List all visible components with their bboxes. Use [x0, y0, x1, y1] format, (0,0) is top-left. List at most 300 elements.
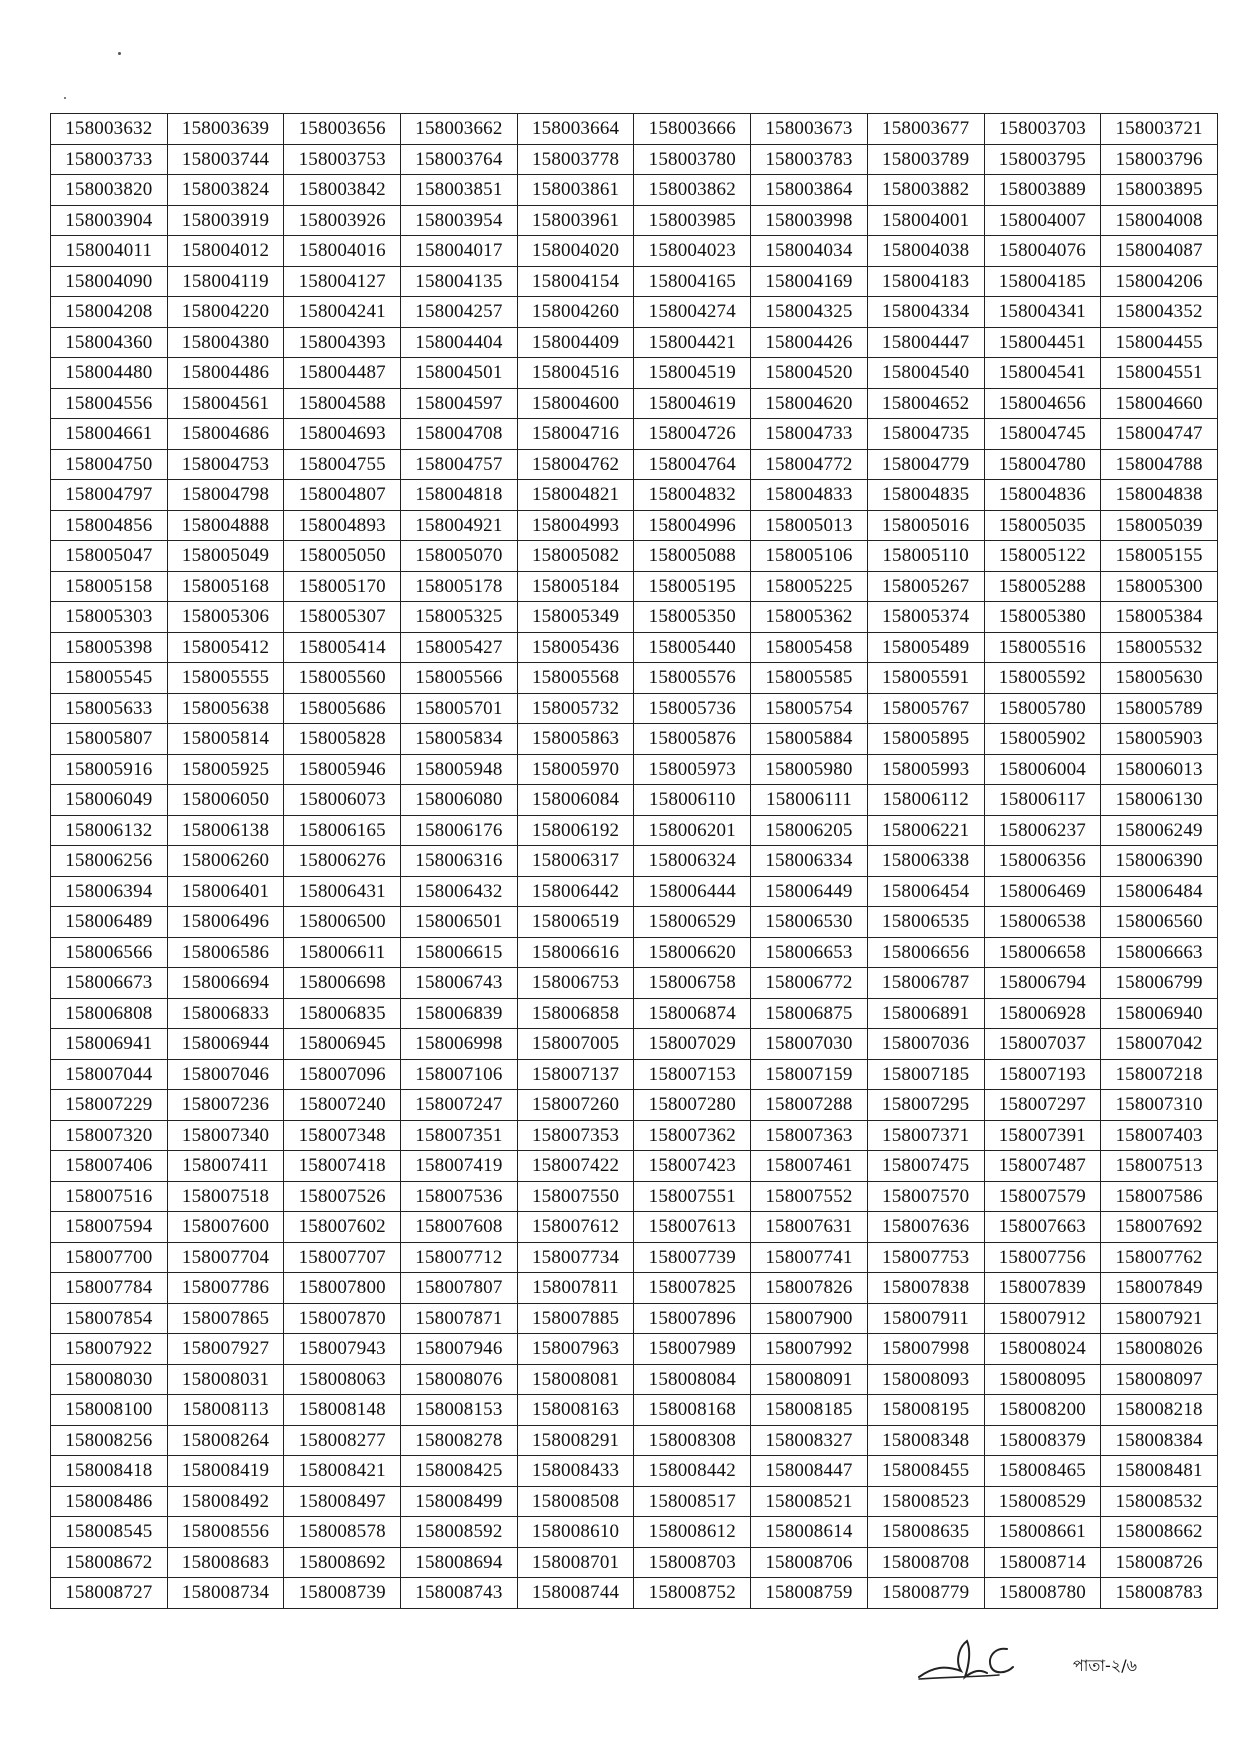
table-row: [51, 327, 1218, 358]
roll-number-cell: 158007911: [867, 1303, 984, 1334]
roll-number-cell: 158008200: [984, 1395, 1101, 1426]
roll-number-cell: 158005630: [1101, 663, 1218, 694]
roll-number-cell: 158008662: [1101, 1517, 1218, 1548]
roll-number-cell: 158007185: [867, 1059, 984, 1090]
roll-number-cell: 158005049: [167, 541, 284, 572]
roll-number-cell: 158005863: [517, 724, 634, 755]
roll-number-cell: 158005168: [167, 571, 284, 602]
roll-number-cell: 158006132: [51, 815, 168, 846]
roll-number-cell: 158005225: [751, 571, 868, 602]
roll-number-cell: 158004520: [751, 358, 868, 389]
roll-number-cell: 158006013: [1101, 754, 1218, 785]
roll-number-cell: 158005178: [401, 571, 518, 602]
roll-number-cell: 158004818: [401, 480, 518, 511]
roll-number-cell: 158007236: [167, 1090, 284, 1121]
scan-speck: [64, 97, 66, 99]
roll-number-cell: 158004501: [401, 358, 518, 389]
roll-number-cell: 158007229: [51, 1090, 168, 1121]
roll-number-cell: 158003889: [984, 175, 1101, 206]
roll-number-cell: 158007423: [634, 1151, 751, 1182]
table-row: [51, 175, 1218, 206]
roll-number-cell: 158003778: [517, 144, 634, 175]
roll-number-cell: 158007240: [284, 1090, 401, 1121]
roll-number-cell: 158008455: [867, 1456, 984, 1487]
roll-number-cell: 158008612: [634, 1517, 751, 1548]
roll-number-cell: 158004733: [751, 419, 868, 450]
roll-number-cell: 158003851: [401, 175, 518, 206]
roll-number-cell: 158007594: [51, 1212, 168, 1243]
roll-number-cell: 158006560: [1101, 907, 1218, 938]
roll-number-cell: 158004753: [167, 449, 284, 480]
roll-number-cell: 158008532: [1101, 1486, 1218, 1517]
roll-number-cell: 158007295: [867, 1090, 984, 1121]
roll-number-cell: 158004708: [401, 419, 518, 450]
roll-number-cell: 158006317: [517, 846, 634, 877]
roll-number-cell: 158008148: [284, 1395, 401, 1426]
roll-number-cell: 158006799: [1101, 968, 1218, 999]
roll-number-cell: 158004893: [284, 510, 401, 541]
roll-number-cell: 158008433: [517, 1456, 634, 1487]
roll-number-cell: 158006454: [867, 876, 984, 907]
roll-number-cell: 158005039: [1101, 510, 1218, 541]
roll-number-cell: 158007348: [284, 1120, 401, 1151]
roll-number-cell: 158008095: [984, 1364, 1101, 1395]
roll-number-cell: 158005568: [517, 663, 634, 694]
roll-number-cell: 158003861: [517, 175, 634, 206]
roll-number-cell: 158004597: [401, 388, 518, 419]
roll-number-cell: 158004764: [634, 449, 751, 480]
roll-number-cell: 158007310: [1101, 1090, 1218, 1121]
roll-number-cell: 158006663: [1101, 937, 1218, 968]
roll-number-cell: 158004486: [167, 358, 284, 389]
roll-number-cell: 158004996: [634, 510, 751, 541]
roll-number-cell: 158005088: [634, 541, 751, 572]
table-row: [51, 1212, 1218, 1243]
roll-number-cell: 158003780: [634, 144, 751, 175]
page-number: পাতা-২/৬: [1072, 1656, 1137, 1675]
scan-speck: [118, 52, 121, 55]
roll-number-cell: 158005895: [867, 724, 984, 755]
roll-number-cell: 158007753: [867, 1242, 984, 1273]
roll-number-cell: 158005701: [401, 693, 518, 724]
roll-number-cell: 158006432: [401, 876, 518, 907]
roll-number-cell: 158008759: [751, 1578, 868, 1609]
roll-number-cell: 158008348: [867, 1425, 984, 1456]
roll-number-cell: 158005814: [167, 724, 284, 755]
roll-number-cell: 158004551: [1101, 358, 1218, 389]
roll-number-cell: 158004076: [984, 236, 1101, 267]
table-row: [51, 541, 1218, 572]
roll-number-cell: 158008421: [284, 1456, 401, 1487]
roll-number-cell: 158005300: [1101, 571, 1218, 602]
table-row: [51, 754, 1218, 785]
roll-number-cell: 158008714: [984, 1547, 1101, 1578]
roll-number-cell: 158005288: [984, 571, 1101, 602]
roll-number-cell: 158004426: [751, 327, 868, 358]
roll-number-cell: 158007193: [984, 1059, 1101, 1090]
roll-number-cell: 158008545: [51, 1517, 168, 1548]
roll-number-cell: 158008308: [634, 1425, 751, 1456]
roll-number-cell: 158007570: [867, 1181, 984, 1212]
roll-number-cell: 158007247: [401, 1090, 518, 1121]
roll-number-cell: 158005828: [284, 724, 401, 755]
roll-number-cell: 158008744: [517, 1578, 634, 1609]
roll-number-cell: 158007422: [517, 1151, 634, 1182]
roll-number-cell: 158006586: [167, 937, 284, 968]
roll-number-cell: 158007704: [167, 1242, 284, 1273]
roll-number-cell: 158007992: [751, 1334, 868, 1365]
roll-number-cell: 158003673: [751, 114, 868, 145]
roll-number-cell: 158008592: [401, 1517, 518, 1548]
roll-number-cell: 158007865: [167, 1303, 284, 1334]
roll-number-cell: 158006111: [751, 785, 868, 816]
roll-number-cell: 158008508: [517, 1486, 634, 1517]
roll-number-cell: 158006338: [867, 846, 984, 877]
roll-number-cell: 158007870: [284, 1303, 401, 1334]
roll-number-cell: 158008497: [284, 1486, 401, 1517]
table-row: [51, 1517, 1218, 1548]
roll-number-cell: 158008727: [51, 1578, 168, 1609]
roll-number-cell: 158004455: [1101, 327, 1218, 358]
roll-number-cell: 158004541: [984, 358, 1101, 389]
roll-number-cell: 158007418: [284, 1151, 401, 1182]
roll-number-cell: 158008100: [51, 1395, 168, 1426]
roll-number-cell: 158004325: [751, 297, 868, 328]
roll-number-cell: 158006049: [51, 785, 168, 816]
roll-number-cell: 158006538: [984, 907, 1101, 938]
roll-number-cell: 158004169: [751, 266, 868, 297]
roll-number-cell: 158006772: [751, 968, 868, 999]
roll-number-cell: 158007826: [751, 1273, 868, 1304]
roll-number-cell: 158005050: [284, 541, 401, 572]
roll-number-cell: 158006758: [634, 968, 751, 999]
roll-number-cell: 158008517: [634, 1486, 751, 1517]
roll-number-cell: 158006615: [401, 937, 518, 968]
roll-number-cell: 158004762: [517, 449, 634, 480]
roll-number-cell: 158007608: [401, 1212, 518, 1243]
roll-number-cell: 158007579: [984, 1181, 1101, 1212]
roll-number-cell: 158005184: [517, 571, 634, 602]
roll-number-cell: 158005440: [634, 632, 751, 663]
roll-number-cell: 158004993: [517, 510, 634, 541]
roll-number-cell: 158006998: [401, 1029, 518, 1060]
roll-number-cell: 158008384: [1101, 1425, 1218, 1456]
roll-number-cell: 158004260: [517, 297, 634, 328]
roll-number-cell: 158007030: [751, 1029, 868, 1060]
roll-number-cell: 158003662: [401, 114, 518, 145]
roll-number-cell: 158007871: [401, 1303, 518, 1334]
roll-number-cell: 158003961: [517, 205, 634, 236]
roll-number-cell: 158006237: [984, 815, 1101, 846]
roll-number-cell: 158007550: [517, 1181, 634, 1212]
roll-number-cell: 158004393: [284, 327, 401, 358]
roll-number-cell: 158005592: [984, 663, 1101, 694]
table-row: [51, 297, 1218, 328]
roll-number-cell: 158006165: [284, 815, 401, 846]
roll-number-cell: 158005925: [167, 754, 284, 785]
roll-number-cell: 158006530: [751, 907, 868, 938]
roll-number-cell: 158007029: [634, 1029, 751, 1060]
roll-number-cell: 158004409: [517, 327, 634, 358]
roll-number-cell: 158008026: [1101, 1334, 1218, 1365]
roll-number-cell: 158004017: [401, 236, 518, 267]
roll-number-cell: 158004735: [867, 419, 984, 450]
roll-number-cell: 158008024: [984, 1334, 1101, 1365]
roll-number-cell: 158004660: [1101, 388, 1218, 419]
table-row: [51, 419, 1218, 450]
roll-number-cell: 158005902: [984, 724, 1101, 755]
roll-number-cell: 158004404: [401, 327, 518, 358]
roll-number-cell: 158006673: [51, 968, 168, 999]
table-row: [51, 266, 1218, 297]
roll-number-cell: 158007153: [634, 1059, 751, 1090]
roll-number-cell: 158003985: [634, 205, 751, 236]
roll-number-cell: 158008379: [984, 1425, 1101, 1456]
roll-number-cell: 158006205: [751, 815, 868, 846]
roll-number-cell: 158003639: [167, 114, 284, 145]
roll-number-cell: 158007526: [284, 1181, 401, 1212]
roll-number-cell: 158004023: [634, 236, 751, 267]
roll-number-cell: 158003656: [284, 114, 401, 145]
roll-number-cell: 158006611: [284, 937, 401, 968]
roll-number-cell: 158005555: [167, 663, 284, 694]
roll-number-cell: 158004656: [984, 388, 1101, 419]
roll-number-cell: 158007036: [867, 1029, 984, 1060]
roll-number-cell: 158004020: [517, 236, 634, 267]
roll-number-cell: 158004780: [984, 449, 1101, 480]
roll-number-cell: 158007096: [284, 1059, 401, 1090]
roll-number-cell: 158003733: [51, 144, 168, 175]
roll-number-cell: 158006449: [751, 876, 868, 907]
roll-number-cell: 158004726: [634, 419, 751, 450]
roll-number-cell: 158006050: [167, 785, 284, 816]
roll-number-cell: 158007288: [751, 1090, 868, 1121]
table-row: [51, 480, 1218, 511]
roll-number-cell: 158003998: [751, 205, 868, 236]
roll-number-cell: 158008694: [401, 1547, 518, 1578]
roll-number-cell: 158004757: [401, 449, 518, 480]
roll-number-cell: 158004421: [634, 327, 751, 358]
roll-number-cell: 158005993: [867, 754, 984, 785]
roll-number-cell: 158006334: [751, 846, 868, 877]
roll-number-cell: 158005638: [167, 693, 284, 724]
table-row: [51, 1242, 1218, 1273]
roll-number-cell: 158004341: [984, 297, 1101, 328]
roll-number-cell: 158008701: [517, 1547, 634, 1578]
roll-number-cell: 158007839: [984, 1273, 1101, 1304]
roll-number-cell: 158006698: [284, 968, 401, 999]
roll-number-cell: 158005591: [867, 663, 984, 694]
roll-number-cell: 158003677: [867, 114, 984, 145]
roll-number-cell: 158008661: [984, 1517, 1101, 1548]
roll-number-cell: 158004833: [751, 480, 868, 511]
roll-number-cell: 158005458: [751, 632, 868, 663]
roll-number-cell: 158007663: [984, 1212, 1101, 1243]
table-row: [51, 449, 1218, 480]
roll-number-cell: 158005170: [284, 571, 401, 602]
roll-number-cell: 158005903: [1101, 724, 1218, 755]
roll-number-cell: 158006431: [284, 876, 401, 907]
table-row: [51, 998, 1218, 1029]
roll-number-cell: 158005545: [51, 663, 168, 694]
roll-number-cell: 158007921: [1101, 1303, 1218, 1334]
table-row: [51, 1120, 1218, 1151]
roll-number-cell: 158005306: [167, 602, 284, 633]
roll-number-cell: 158004716: [517, 419, 634, 450]
roll-number-cell: 158008076: [401, 1364, 518, 1395]
roll-number-cell: 158006394: [51, 876, 168, 907]
roll-number-cell: 158008278: [401, 1425, 518, 1456]
roll-number-cell: 158006484: [1101, 876, 1218, 907]
roll-number-cell: 158003882: [867, 175, 984, 206]
roll-number-cell: 158008708: [867, 1547, 984, 1578]
roll-number-cell: 158008418: [51, 1456, 168, 1487]
roll-number-cell: 158005307: [284, 602, 401, 633]
roll-number-cell: 158006276: [284, 846, 401, 877]
roll-number-cell: 158005807: [51, 724, 168, 755]
roll-number-cell: 158004183: [867, 266, 984, 297]
roll-number-cell: 158003666: [634, 114, 751, 145]
roll-number-cell: 158005585: [751, 663, 868, 694]
roll-number-cell: 158004016: [284, 236, 401, 267]
roll-number-cell: 158005948: [401, 754, 518, 785]
roll-number-cell: 158005384: [1101, 602, 1218, 633]
roll-number-cell: 158008499: [401, 1486, 518, 1517]
roll-number-cell: 158005973: [634, 754, 751, 785]
roll-number-cell: 158005349: [517, 602, 634, 633]
roll-number-cell: 158004797: [51, 480, 168, 511]
roll-number-cell: 158007922: [51, 1334, 168, 1365]
roll-number-cell: 158006620: [634, 937, 751, 968]
roll-number-cell: 158008486: [51, 1486, 168, 1517]
roll-number-cell: 158008610: [517, 1517, 634, 1548]
roll-number-cell: 158006112: [867, 785, 984, 816]
roll-number-cell: 158004835: [867, 480, 984, 511]
roll-number-cell: 158004257: [401, 297, 518, 328]
roll-number-cell: 158007885: [517, 1303, 634, 1334]
roll-number-cell: 158007963: [517, 1334, 634, 1365]
roll-number-cell: 158005566: [401, 663, 518, 694]
roll-number-cell: 158008195: [867, 1395, 984, 1426]
roll-number-cell: 158006833: [167, 998, 284, 1029]
roll-number-cell: 158005876: [634, 724, 751, 755]
table-row: [51, 968, 1218, 999]
roll-number-cell: 158004693: [284, 419, 401, 450]
roll-number-cell: 158006084: [517, 785, 634, 816]
roll-number-cell: 158006839: [401, 998, 518, 1029]
roll-number-cell: 158004798: [167, 480, 284, 511]
roll-number-cell: 158008264: [167, 1425, 284, 1456]
roll-number-cell: 158008743: [401, 1578, 518, 1609]
roll-number-cell: 158008093: [867, 1364, 984, 1395]
roll-number-cell: 158007363: [751, 1120, 868, 1151]
roll-number-cell: 158005350: [634, 602, 751, 633]
roll-number-cell: 158007411: [167, 1151, 284, 1182]
roll-number-cell: 158004087: [1101, 236, 1218, 267]
roll-number-cell: 158007487: [984, 1151, 1101, 1182]
roll-number-cell: 158006073: [284, 785, 401, 816]
roll-number-cell: 158008113: [167, 1395, 284, 1426]
roll-number-cell: 158008425: [401, 1456, 518, 1487]
roll-number-cell: 158006874: [634, 998, 751, 1029]
roll-number-cell: 158003764: [401, 144, 518, 175]
roll-number-cell: 158007612: [517, 1212, 634, 1243]
roll-number-cell: 158008291: [517, 1425, 634, 1456]
roll-number-cell: 158004652: [867, 388, 984, 419]
roll-number-cell: 158006401: [167, 876, 284, 907]
roll-number-cell: 158005576: [634, 663, 751, 694]
roll-number-cell: 158008783: [1101, 1578, 1218, 1609]
roll-number-cell: 158004836: [984, 480, 1101, 511]
roll-number-cell: 158005398: [51, 632, 168, 663]
roll-number-cell: 158004274: [634, 297, 751, 328]
roll-number-cell: 158005560: [284, 663, 401, 694]
roll-number-cell: 158007692: [1101, 1212, 1218, 1243]
roll-number-cell: 158004888: [167, 510, 284, 541]
table-row: [51, 602, 1218, 633]
roll-number-cell: 158006653: [751, 937, 868, 968]
roll-number-cell: 158006496: [167, 907, 284, 938]
roll-number-cell: 158004135: [401, 266, 518, 297]
roll-number-cell: 158007613: [634, 1212, 751, 1243]
roll-number-cell: 158003926: [284, 205, 401, 236]
roll-number-cell: 158003842: [284, 175, 401, 206]
roll-number-cell: 158003824: [167, 175, 284, 206]
roll-number-cell: 158004001: [867, 205, 984, 236]
table-row: [51, 693, 1218, 724]
roll-number-cell: 158004838: [1101, 480, 1218, 511]
roll-number-cell: 158008703: [634, 1547, 751, 1578]
roll-number-cell: 158006080: [401, 785, 518, 816]
roll-number-cell: 158007536: [401, 1181, 518, 1212]
roll-number-cell: 158008492: [167, 1486, 284, 1517]
roll-number-cell: 158007900: [751, 1303, 868, 1334]
roll-number-cell: 158006138: [167, 815, 284, 846]
table-row: [51, 1578, 1218, 1609]
roll-number-cell: 158005884: [751, 724, 868, 755]
table-row: [51, 205, 1218, 236]
roll-number-cell: 158004008: [1101, 205, 1218, 236]
roll-number-cell: 158006928: [984, 998, 1101, 1029]
roll-number-cell: 158005633: [51, 693, 168, 724]
roll-number-cell: 158005122: [984, 541, 1101, 572]
roll-number-cell: 158006944: [167, 1029, 284, 1060]
roll-number-cell: 158008692: [284, 1547, 401, 1578]
roll-number-cell: 158006444: [634, 876, 751, 907]
roll-number-cell: 158008779: [867, 1578, 984, 1609]
roll-number-cell: 158007403: [1101, 1120, 1218, 1151]
roll-number-cell: 158004540: [867, 358, 984, 389]
table-row: [51, 1273, 1218, 1304]
roll-number-cell: 158007340: [167, 1120, 284, 1151]
roll-number-cell: 158007037: [984, 1029, 1101, 1060]
roll-number-cell: 158007042: [1101, 1029, 1218, 1060]
roll-number-cell: 158005946: [284, 754, 401, 785]
roll-number-cell: 158003904: [51, 205, 168, 236]
roll-number-cell: 158005427: [401, 632, 518, 663]
roll-number-cell: 158006316: [401, 846, 518, 877]
roll-number-cell: 158008465: [984, 1456, 1101, 1487]
roll-number-cell: 158008635: [867, 1517, 984, 1548]
roll-number-cell: 158004487: [284, 358, 401, 389]
table-row: [51, 1090, 1218, 1121]
roll-number-cell: 158004745: [984, 419, 1101, 450]
roll-number-cell: 158004451: [984, 327, 1101, 358]
roll-number-cell: 158006201: [634, 815, 751, 846]
roll-number-cell: 158007998: [867, 1334, 984, 1365]
roll-number-cell: 158006694: [167, 968, 284, 999]
roll-number-cell: 158006221: [867, 815, 984, 846]
